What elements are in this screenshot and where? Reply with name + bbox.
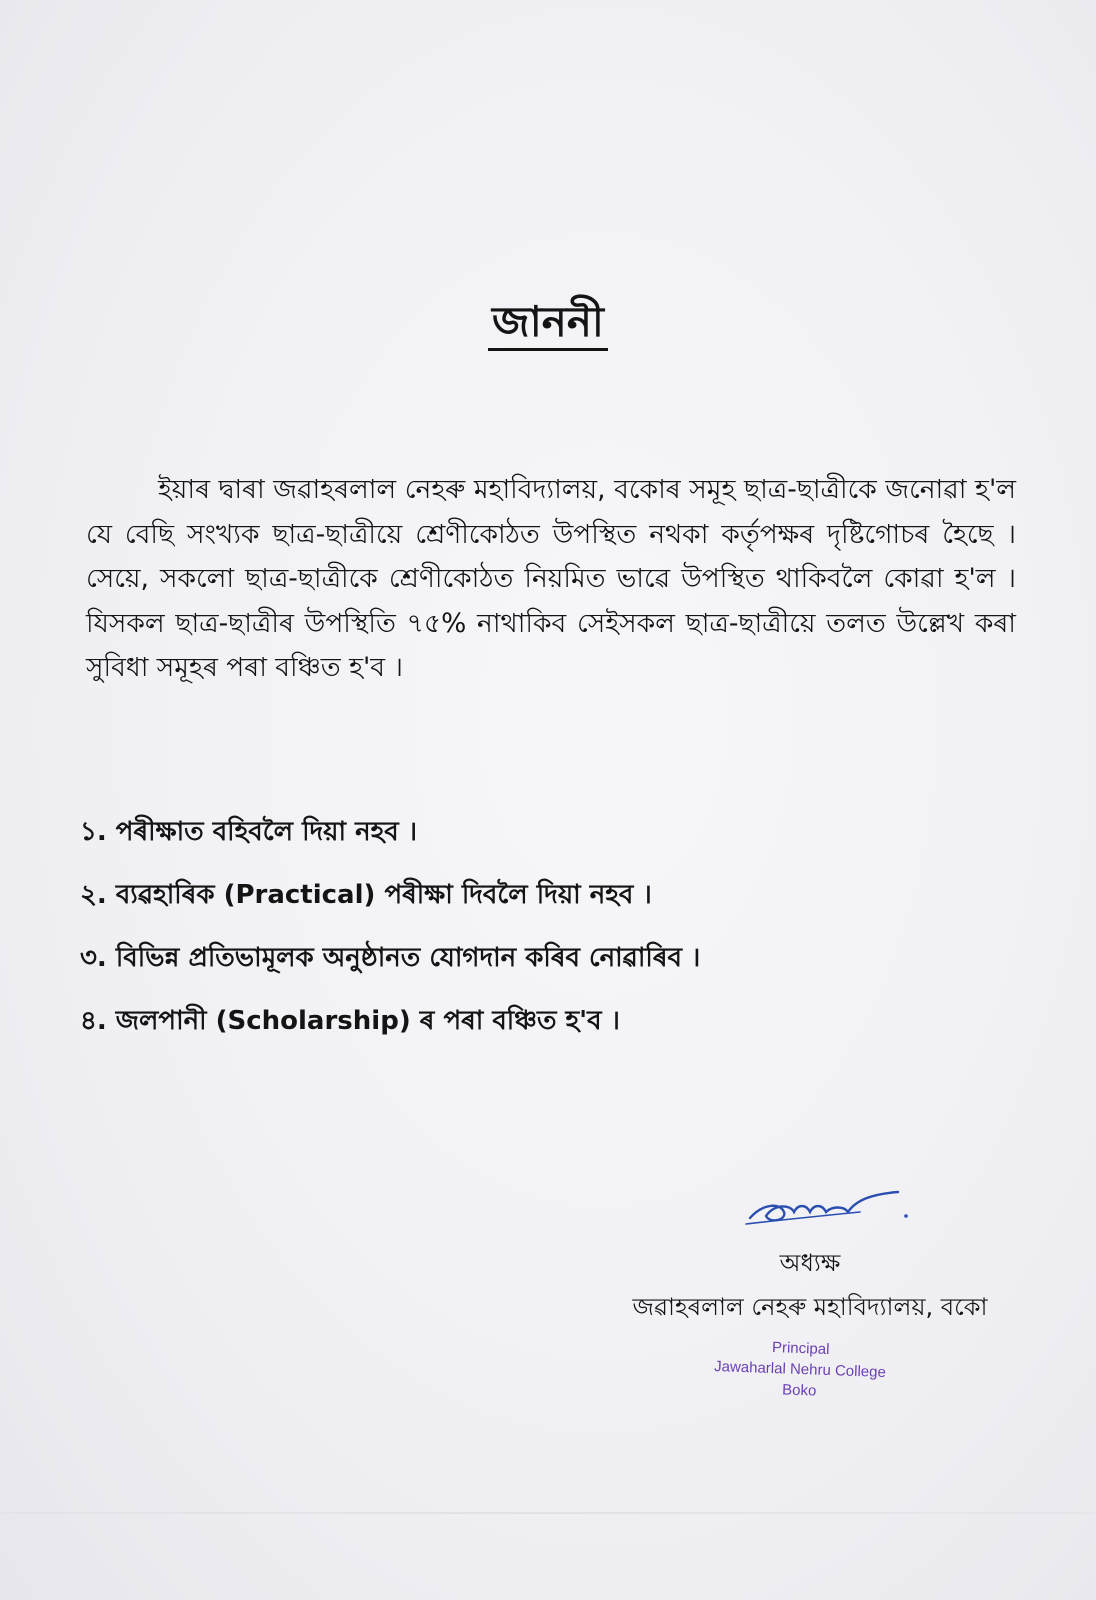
list-item: ৩. বিভিন্ন প্ৰতিভামূলক অনুষ্ঠানত যোগদান কৰিব নোৱাৰিব । xyxy=(80,943,701,973)
signatory-block xyxy=(600,1246,1020,1328)
list-item: ১. পৰীক্ষাত বহিবলৈ দিয়া নহব । xyxy=(80,817,418,847)
handwritten-signature xyxy=(740,1182,920,1232)
paper-crease xyxy=(0,1512,1096,1514)
stamp-line-place: Boko xyxy=(781,1381,817,1400)
list-item: ২. ব্যৱহাৰিক (Practical) পৰীক্ষা দিবলৈ দিয়া নহব । xyxy=(80,880,652,910)
stamp-line-college: Jawaharlal Nehru College xyxy=(713,1358,887,1381)
notice-title xyxy=(0,292,1096,352)
signatory-designation: অধ্যক্ষ xyxy=(779,1249,841,1277)
notice-title-text: জাননী xyxy=(488,297,608,351)
consequence-list xyxy=(80,812,1040,1064)
principal-stamp xyxy=(699,1335,901,1405)
stamp-line-principal: Principal xyxy=(771,1339,830,1359)
notice-body: ইয়াৰ দ্বাৰা জৱাহৰলাল নেহৰু মহাবিদ্যালয়, বকোৰ সমূহ ছাত্ৰ-ছাত্ৰীকে জনোৱা হ'ল যে বেছি সংখ্যক ছাত্ৰ-ছাত্ৰীয়ে শ্ৰেণীকোঠত উপস্থিত নথকা কৰ্তৃপক্ষৰ দৃষ্টিগোচৰ হৈছে । সেয়ে, সকলো ছাত্ৰ-ছাত্ৰীকে শ্ৰেণীকোঠত নিয়মিত ভাৱে উপস্থিত থাকিবলৈ কোৱা হ'ল । যিসকল ছাত্ৰ-ছাত্ৰীৰ উপস্থিতি ৭৫% নাথাকিব সেইসকল ছাত্ৰ-ছাত্ৰীয়ে তলত উল্লেখ কৰা সুবিধা সমূহৰ পৰা বঞ্চিত হ'ব । xyxy=(86,474,1016,683)
list-item: ৪. জলপানী (Scholarship) ৰ পৰা বঞ্চিত হ'ব । xyxy=(80,1006,620,1036)
signatory-institution: জৱাহৰলাল নেহৰু মহাবিদ্যালয়, বকো xyxy=(632,1293,988,1321)
